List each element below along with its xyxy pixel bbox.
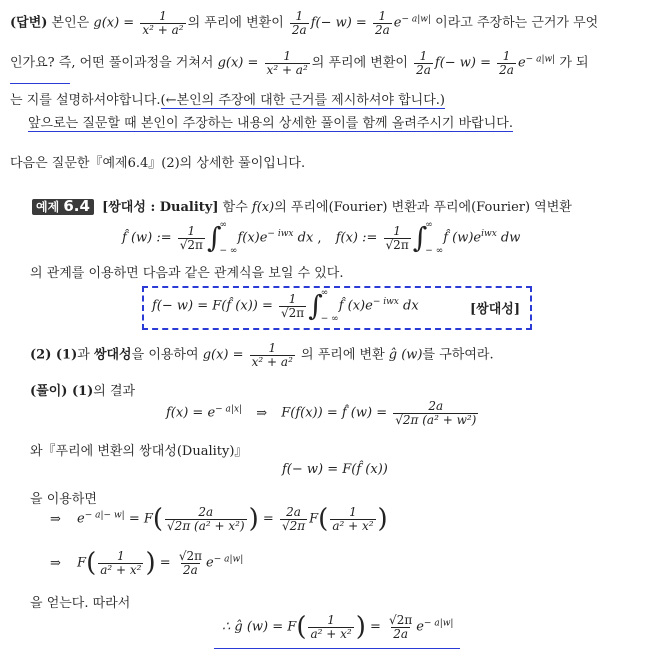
- lower: − ∞: [320, 314, 339, 324]
- text: 의 관계를 이용하면 다음과 같은 관계식을 보일 수 있다.: [30, 266, 344, 281]
- text: 는 지를 설명하셔야합니다.: [10, 93, 161, 108]
- lower: − ∞: [219, 246, 238, 256]
- paren: ): [377, 504, 388, 535]
- math: f(x) :=: [335, 230, 378, 246]
- den: √2π: [385, 237, 409, 252]
- math: dw: [496, 230, 521, 246]
- fraction: [265, 50, 310, 76]
- fraction: [280, 506, 307, 532]
- equation-1: [166, 400, 480, 426]
- fraction: [373, 10, 392, 36]
- text: 의 결과: [93, 384, 136, 399]
- text: 의 푸리에 변환이: [187, 15, 288, 31]
- num: 1: [502, 49, 511, 63]
- text: 다음은 질문한『예제6.4』(2)의 상세한 풀이입니다.: [10, 156, 306, 171]
- duality-eq: [152, 288, 419, 324]
- intro-line: [10, 152, 305, 171]
- tag-word: 예제: [36, 200, 60, 214]
- sup: − a|w|: [213, 554, 244, 565]
- text: 의 푸리에 변환이: [311, 55, 413, 71]
- fraction: [290, 10, 309, 36]
- integral-sign: ∫: [206, 221, 222, 254]
- math: f(x): [251, 200, 275, 215]
- paren: ): [355, 612, 366, 643]
- text: 본인은: [47, 15, 94, 31]
- underline: [10, 83, 70, 84]
- math: e: [205, 555, 214, 571]
- paren: ): [145, 548, 156, 579]
- math: g(x) =: [93, 15, 135, 31]
- equation-4: [50, 548, 244, 579]
- math: e: [416, 619, 424, 635]
- use-line: [30, 488, 97, 507]
- num: 1: [327, 613, 335, 627]
- num: √2π: [389, 613, 413, 627]
- math: f(x) = e: [166, 405, 216, 421]
- upper: ∞: [320, 288, 329, 298]
- sup: − iwx: [267, 229, 294, 240]
- den: a² + x²: [332, 518, 374, 533]
- math: F: [77, 555, 87, 571]
- text: 을 이용하면: [30, 492, 97, 507]
- text: 를 구하여라.: [422, 347, 494, 363]
- get-line: [30, 592, 130, 611]
- math: F(f(x)) = f̂ (w) =: [281, 405, 388, 421]
- num: 1: [419, 49, 428, 63]
- fraction: [165, 506, 247, 532]
- den: √2π: [281, 305, 305, 320]
- paren: (: [296, 612, 307, 643]
- math: ĝ (w): [388, 347, 423, 363]
- sup: − iwx: [372, 297, 399, 308]
- arrow: ⇒: [256, 405, 268, 421]
- fraction: [393, 400, 478, 426]
- math: f(− w) =: [434, 55, 492, 71]
- math: g(x) =: [202, 347, 244, 363]
- num: 1: [117, 549, 125, 563]
- answer-line-1: [10, 10, 598, 36]
- paren: (: [86, 548, 97, 579]
- fraction: [177, 550, 204, 576]
- relation-line: [30, 262, 343, 281]
- fraction: [330, 506, 375, 532]
- math: e: [517, 55, 526, 71]
- sup: − a|w|: [401, 14, 432, 25]
- answer-line-3: [10, 89, 445, 108]
- math: f(x)e: [237, 230, 268, 246]
- text: 을 얻는다. 따라서: [30, 596, 131, 611]
- integral-sign: ∫: [308, 289, 323, 322]
- math: f̂ (w) :=: [122, 230, 172, 246]
- fraction: [414, 50, 433, 76]
- num: 2a: [286, 505, 301, 519]
- num: 1: [187, 223, 196, 238]
- sup: − a|x|: [215, 404, 243, 415]
- den: a² + x²: [310, 626, 352, 641]
- integral-sign: ∫: [412, 221, 428, 254]
- limits: [220, 220, 238, 256]
- math: e: [77, 511, 85, 527]
- den: 2a: [416, 62, 431, 77]
- duality-ref: [30, 440, 247, 459]
- lower: − ∞: [425, 246, 444, 256]
- question-2: [30, 342, 494, 368]
- sup: − a|− w|: [84, 510, 125, 521]
- math: g(x) =: [217, 55, 259, 71]
- den: x² + a²: [142, 22, 184, 37]
- fraction: [178, 225, 205, 251]
- text: ,: [313, 230, 322, 246]
- arrow: ⇒: [50, 555, 61, 571]
- num: √2π: [178, 549, 202, 563]
- limits: [425, 220, 443, 256]
- text: 의 푸리에(Fourier) 변환과 푸리에(Fourier) 역변환: [274, 200, 572, 215]
- fraction: [384, 225, 411, 251]
- upper: ∞: [219, 220, 228, 230]
- sup: iwx: [481, 229, 497, 240]
- text: 와『푸리에 변환의 쌍대성(Duality)』: [30, 444, 248, 459]
- math: = F: [128, 511, 153, 527]
- fraction: [98, 550, 143, 576]
- den: √2π (a² + x²): [167, 518, 245, 533]
- text: (1): [67, 384, 94, 399]
- num: 1: [295, 9, 304, 23]
- math: dx: [293, 230, 314, 246]
- sup: − a|w|: [423, 618, 454, 629]
- equation-3: [50, 504, 388, 535]
- fraction: [387, 614, 414, 640]
- num: 2a: [198, 505, 214, 519]
- fraction: [308, 614, 353, 640]
- den: √2π: [179, 237, 203, 252]
- math: =: [159, 555, 171, 571]
- num: 1: [268, 341, 277, 355]
- math: dx: [398, 298, 419, 314]
- den: √2π: [281, 518, 306, 533]
- fraction: [497, 50, 516, 76]
- num: 1: [393, 223, 401, 238]
- math: ∴ ĝ (w) = F: [222, 619, 297, 635]
- math: f(− w) =: [310, 15, 367, 31]
- paren: ): [248, 504, 259, 535]
- fraction: [250, 342, 295, 368]
- den: 2a: [374, 22, 390, 37]
- example-header: [32, 196, 572, 215]
- text: 함수: [218, 200, 252, 215]
- text: 의 푸리에 변환: [296, 347, 389, 363]
- den: a² + x²: [100, 562, 142, 577]
- limits: [321, 288, 339, 324]
- num: 1: [378, 9, 387, 23]
- den: x² + a²: [266, 62, 308, 77]
- paren: (: [318, 504, 329, 535]
- num: 1: [349, 505, 357, 519]
- text: 쌍대성: [93, 347, 132, 363]
- fraction: [279, 293, 306, 319]
- final-equation: [222, 612, 454, 643]
- example-title: [쌍대성 : Duality]: [102, 200, 219, 215]
- num: 2a: [428, 399, 444, 413]
- den: 2a: [393, 626, 409, 641]
- text: 과: [77, 347, 94, 363]
- num: 1: [283, 49, 291, 63]
- solution-tag: (풀이): [30, 384, 68, 399]
- num: 1: [159, 9, 167, 23]
- math: =: [262, 511, 274, 527]
- example-tag: [32, 199, 94, 215]
- text: 가 되: [555, 55, 589, 71]
- answer-line-2: [10, 50, 589, 76]
- math: =: [370, 619, 381, 635]
- math: F: [309, 511, 319, 527]
- den: 2a: [183, 562, 198, 577]
- definition-eq: [122, 220, 520, 256]
- den: 2a: [291, 22, 307, 37]
- text: 이라고 주장하는 근거가 무엇: [431, 15, 599, 31]
- sup: − a|w|: [525, 54, 556, 65]
- math: e: [393, 15, 402, 31]
- den: √2π (a² + w²): [395, 412, 477, 427]
- math: f̂ (w)e: [443, 230, 482, 246]
- tag-num: 6.4: [63, 197, 90, 215]
- fraction: [140, 10, 185, 36]
- answer-line-4: [28, 112, 513, 131]
- paren: (: [152, 504, 164, 535]
- upper: ∞: [425, 220, 433, 230]
- den: x² + a²: [251, 354, 293, 369]
- solution-label: [30, 380, 135, 399]
- answer-tag: (답변): [10, 15, 48, 31]
- text: 을 이용하여: [131, 347, 203, 363]
- equation-2: f(− w) = F(f̂ (x)): [282, 462, 388, 477]
- text-underlined: (←본인의 주장에 대한 근거를 제시하셔야 합니다.): [160, 93, 445, 108]
- math: f(− w) = F(f̂ (x)) =: [152, 298, 273, 314]
- arrow: ⇒: [50, 511, 61, 527]
- text-underlined: 앞으로는 질문할 때 본인이 주장하는 내용의 상세한 풀이를 함께 올려주시기 바랍니다.: [28, 116, 513, 131]
- duality-label: [쌍대성]: [470, 302, 520, 317]
- math: f̂ (x)e: [338, 298, 373, 314]
- text: 인가요? 즉, 어떤 풀이과정을 거쳐서: [10, 55, 218, 71]
- final-underline: [214, 648, 460, 649]
- text: (2) (1): [30, 347, 78, 363]
- den: 2a: [499, 62, 514, 77]
- num: 1: [288, 291, 297, 306]
